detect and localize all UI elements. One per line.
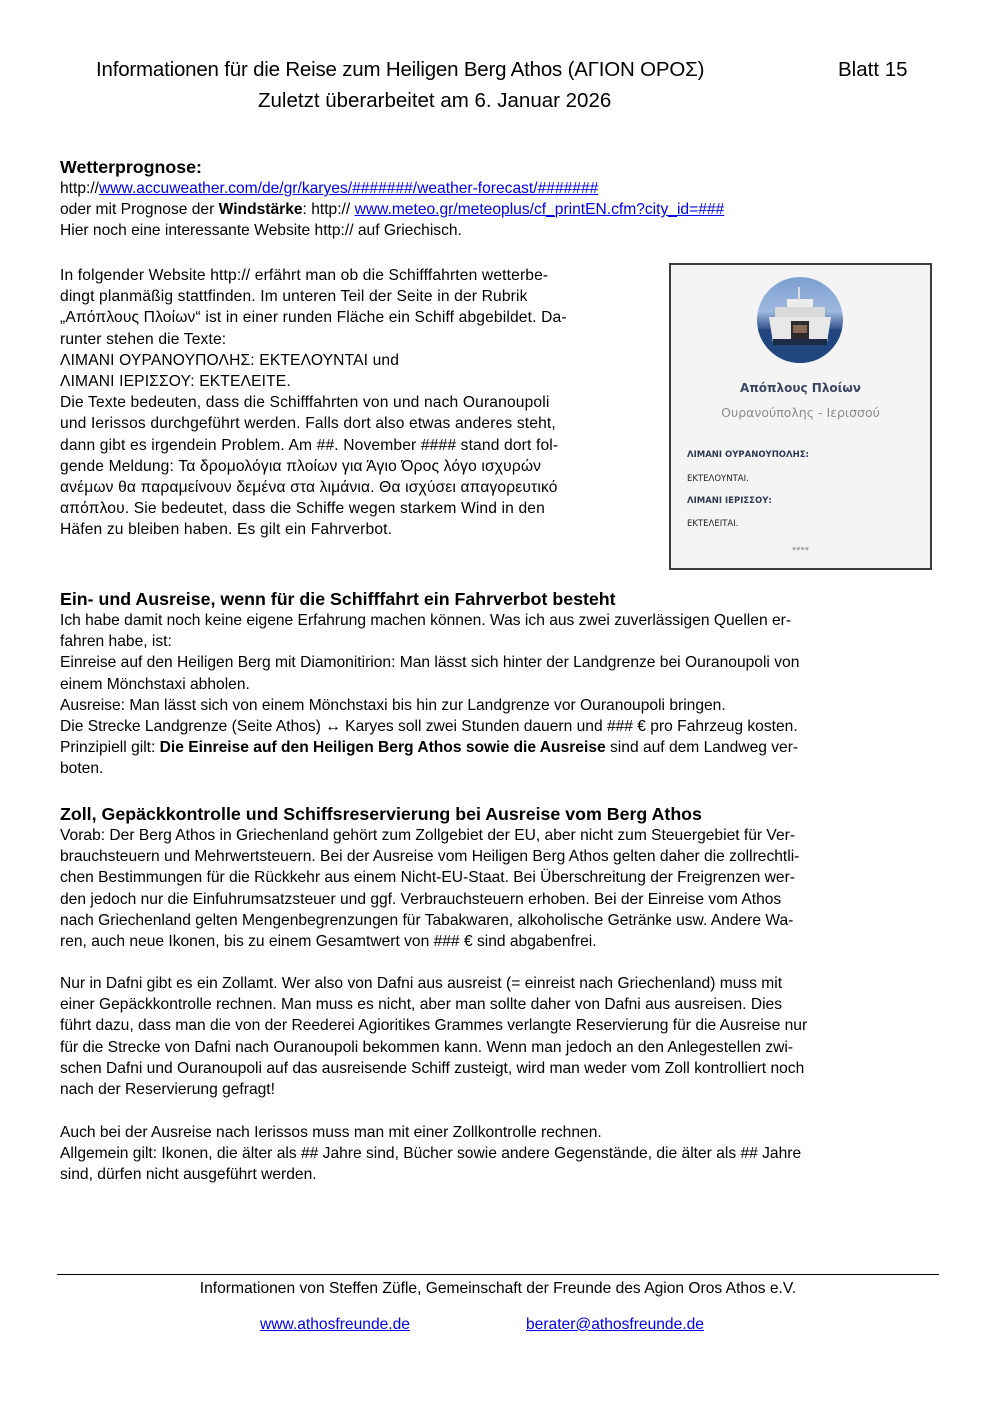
paragraph-line: sind, dürfen nicht ausgeführt werden. — [60, 1166, 317, 1184]
paragraph-line: führt dazu, dass man die von der Reederei Agioritikes Grammes verlangte Reservierung für die Ausreise nur — [60, 1017, 808, 1035]
paragraph-line: ΛΙΜΑΝΙ ΟΥΡΑΝΟΥΠΟΛΗΣ: ΕΚΤΕΛΟΥΝΤΑΙ und — [60, 351, 400, 369]
meteo-mid: : http:// — [302, 201, 355, 219]
url-prefix: http:// — [60, 180, 100, 197]
accuweather-link[interactable]: www.accuweather.com/de/gr/karyes/#######/weather-forecast/####### — [99, 180, 599, 197]
customs-section — [60, 803, 936, 952]
principle-prefix: Prinzipiell gilt: — [60, 739, 160, 757]
meteo-line — [60, 199, 936, 220]
principle-suffix: sind auf dem Landweg ver- — [605, 739, 799, 757]
ship-departure-card — [669, 263, 932, 570]
paragraph-line: für die Strecke von Dafni nach Ouranoupoli bekommen kann. Wenn man jedoch an den Anlegestellen zwi- — [60, 1038, 794, 1056]
weather-heading: Wetterprognose: — [60, 157, 202, 177]
paragraph-line: einer Gepäckkontrolle rechnen. Man muss es nicht, aber man sollte daher von Dafni aus ausreisen. Dies — [60, 996, 783, 1014]
paragraph-line: Vorab: Der Berg Athos in Griechenland gehört zum Zollgebiet der EU, aber nicht zum Steuergebiet für Ver- — [60, 827, 796, 844]
paragraph-line: ανέμων θα παραμείνουν δεμένα στα λιμάνια. Θα ισχύσει απαγορευτικό — [60, 479, 558, 497]
revision-date: Zuletzt überarbeitet am 6. Januar 2026 — [258, 89, 612, 112]
paragraph-line: und Ierissos durchgeführt werden. Falls dort also etwas anderes steht, — [60, 415, 556, 433]
port-ouranoupoli-status: ΕΚΤΕΛΟΥΝΤΑΙ. — [687, 474, 749, 484]
paragraph-line: In folgender Website http:// erfährt man ob die Schifffahrten wetterbe- — [60, 267, 549, 284]
port-ierissos-status: ΕΚΤΕΛΕΙΤΑΙ. — [687, 519, 739, 529]
paragraph-line: schen Dafni und Ouranoupoli auf das ausreisende Schiff zusteigt, wird man weder vom Zoll kontrolliert noch — [60, 1059, 805, 1077]
email-link[interactable]: berater@athosfreunde.de — [526, 1316, 704, 1333]
accuweather-line — [60, 178, 936, 199]
port-ierissos-label: ΛΙΜΑΝΙ ΙΕΡΙΣΣΟΥ: — [687, 496, 772, 506]
footer-divider — [57, 1274, 939, 1275]
landway-heading: Ein- und Ausreise, wenn für die Schifffahrt ein Fahrverbot besteht — [60, 589, 616, 609]
paragraph-line: Ich habe damit noch keine eigene Erfahrung machen können. Was ich aus zwei zuverlässigen Quellen er- — [60, 612, 792, 629]
paragraph-line: dann gibt es irgendein Problem. Am ##. November #### stand dort fol- — [60, 436, 559, 454]
paragraph-line: Auch bei der Ausreise nach Ierissos muss man mit einer Zollkontrolle rechnen. — [60, 1124, 602, 1141]
paragraph-line: brauchsteuern und Mehrwertsteuern. Bei der Ausreise vom Heiligen Berg Athos gelten daher die zollrechtli- — [60, 848, 800, 866]
ship-card-route: Ουρανούπολης - Ιερισσού — [721, 405, 880, 420]
paragraph-line: einem Mönchstaxi abholen. — [60, 675, 250, 693]
paragraph-line: Ausreise: Man lässt sich von einem Mönchstaxi bis hin zur Landgrenze vor Ouranoupoli bringen. — [60, 696, 726, 714]
paragraph-line: nach Griechenland gelten Mengenbegrenzungen für Tabakwaren, alkoholische Getränke usw. Andere Wa- — [60, 911, 794, 929]
rating-stars: **** — [791, 545, 810, 557]
principle-line — [60, 737, 936, 758]
principle-bold: Die Einreise auf den Heiligen Berg Athos sowie die Ausreise — [159, 739, 606, 757]
ierissos-section — [60, 1122, 936, 1186]
windstaerke-bold: Windstärke — [218, 201, 303, 219]
paragraph-line: Allgemein gilt: Ikonen, die älter als ## Jahre sind, Bücher sowie andere Gegenstände, die älter als ## Jahre — [60, 1145, 802, 1163]
meteo-link[interactable]: www.meteo.gr/meteoplus/cf_printEN.cfm?city_id=### — [354, 201, 725, 219]
paragraph-line: Die Texte bedeuten, dass die Schifffahrten von und nach Ouranoupoli — [60, 394, 550, 412]
landway-section — [60, 588, 936, 780]
paragraph-line: „Απόπλους Πλοίων“ ist in einer runden Fläche ein Schiff abgebildet. Da- — [60, 309, 567, 327]
paragraph-line: gende Meldung: Τα δρομολόγια πλοίων για Άγιο Όρος λόγο ισχυρών — [60, 457, 542, 475]
paragraph-line: απόπλου. Sie bedeutet, dass die Schiffe wegen starkem Wind in den — [60, 500, 545, 518]
paragraph-line: dingt planmäßig stattfinden. Im unteren Teil der Seite in der Rubrik — [60, 288, 528, 306]
footer-credit: Informationen von Steffen Züfle, Gemeinschaft der Freunde des Agion Oros Athos e.V. — [199, 1280, 797, 1297]
port-ouranoupoli-label: ΛΙΜΑΝΙ ΟΥΡΑΝΟΥΠΟΛΗΣ: — [687, 450, 809, 460]
paragraph-line: Häfen zu bleiben haben. Es gilt ein Fahrverbot. — [60, 521, 393, 539]
paragraph-line: fahren habe, ist: — [60, 633, 172, 651]
paragraph-line: ren, auch neue Ikonen, bis zu einem Gesamtwert von ### € sind abgabenfrei. — [60, 933, 597, 951]
paragraph-line: ΛΙΜΑΝΙ ΙΕΡΙΣΣΟΥ: ΕΚΤΕΛΕΙΤΕ. — [60, 373, 291, 391]
website-link[interactable]: www.athosfreunde.de — [260, 1316, 410, 1333]
paragraph-line: chen Bestimmungen für die Rückkehr aus einem Nicht-EU-Staat. Bei Überschreitung der Freigrenzen wer- — [60, 869, 795, 887]
paragraph-line: nach der Reservierung gefragt! — [60, 1081, 275, 1099]
document-title: Informationen für die Reise zum Heiligen Berg Athos (ΑΓΙΟΝ ΟΡΟΣ) — [96, 58, 705, 81]
ferry-icon — [757, 277, 843, 363]
meteo-prefix: oder mit Prognose der — [60, 201, 219, 219]
dafni-section — [60, 973, 936, 1100]
paragraph-line: den jedoch nur die Einfuhrumsatzsteuer und ggf. Verbrauchsteuern erhoben. Bei der Einreise vom Athos — [60, 890, 782, 908]
greek-website-line: Hier noch eine interessante Website http:// auf Griechisch. — [60, 222, 462, 240]
ship-status-section — [60, 265, 645, 541]
paragraph-line: boten. — [60, 760, 104, 778]
paragraph-line: Einreise auf den Heiligen Berg mit Diamonitirion: Man lässt sich hinter der Landgrenze bei Ouranoupoli von — [60, 654, 800, 672]
paragraph-line: Nur in Dafni gibt es ein Zollamt. Wer also von Dafni aus ausreist (= einreist nach Griechenland) muss mit — [60, 975, 783, 992]
ferry-ship-photo — [757, 277, 843, 363]
weather-section — [60, 156, 936, 242]
sheet-number: Blatt 15 — [838, 58, 908, 81]
paragraph-line: Die Strecke Landgrenze (Seite Athos) ↔ Karyes soll zwei Stunden dauern und ### € pro Fahrzeug kosten. — [60, 718, 798, 736]
ship-card-title: Απόπλους Πλοίων — [740, 381, 861, 395]
paragraph-line: runter stehen die Texte: — [60, 330, 227, 348]
customs-heading: Zoll, Gepäckkontrolle und Schiffsreservierung bei Ausreise vom Berg Athos — [60, 804, 702, 824]
